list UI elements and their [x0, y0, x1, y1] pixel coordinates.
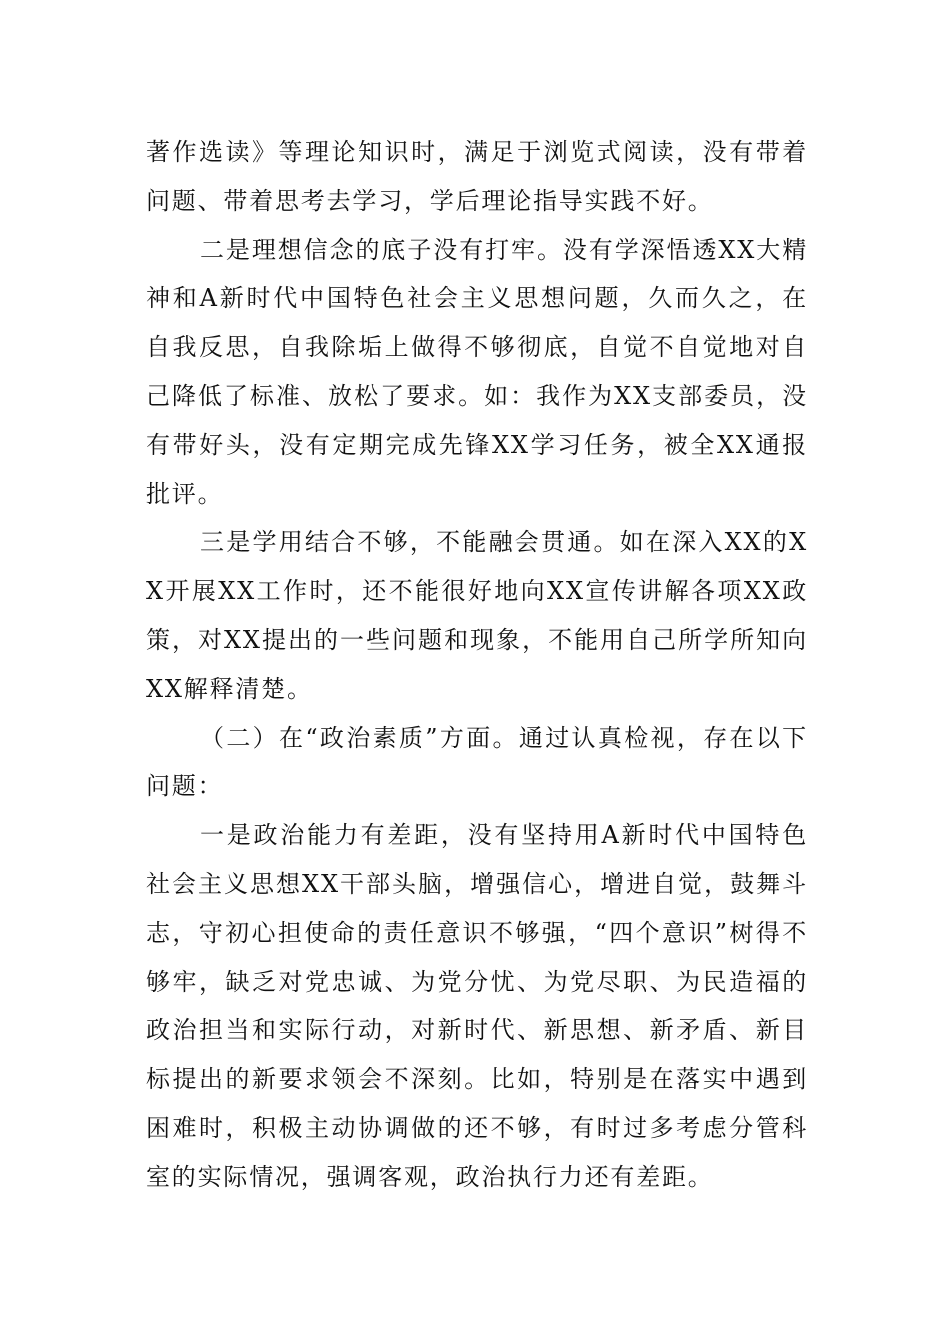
paragraph-4-section-heading: （二）在“政治素质”方面。通过认真检视，存在以下问题： — [146, 723, 808, 801]
paragraph-5: 一是政治能力有差距，没有坚持用A新时代中国特色社会主义思想XX干部头脑，增强信心，增进自觉，鼓舞斗志，守初心担使命的责任意识不够强，“四个意识”树得不够牢，缺乏对党忠诚、为党分忧、为党尽职、为民造福的政治担当和实际行动，对新时代、新思想、新矛盾、新目标提出的新要求领会不深刻。比如，特别是在落实中遇到困难时，积极主动协调做的还不够，有时过多考虑分管科室的实际情况，强调客观，政治执行力还有差距。 — [146, 821, 808, 1191]
paragraph-2: 二是理想信念的底子没有打牢。没有学深悟透XX大精神和A新时代中国特色社会主义思想问题，久而久之，在自我反思，自我除垢上做得不够彻底，自觉不自觉地对自己降低了标准、放松了要求。如：我作为XX支部委员，没有带好头，没有定期完成先锋XX学习任务，被全XX通报批评。 — [146, 235, 808, 508]
document-body — [146, 128, 808, 1202]
paragraph-1: 著作选读》等理论知识时，满足于浏览式阅读，没有带着问题、带着思考去学习，学后理论指导实践不好。 — [146, 138, 808, 215]
paragraph-3: 三是学用结合不够，不能融会贯通。如在深入XX的XX开展XX工作时，还不能很好地向XX宣传讲解各项XX政策，对XX提出的一些问题和现象，不能用自己所学所知向XX解释清楚。 — [146, 528, 808, 703]
